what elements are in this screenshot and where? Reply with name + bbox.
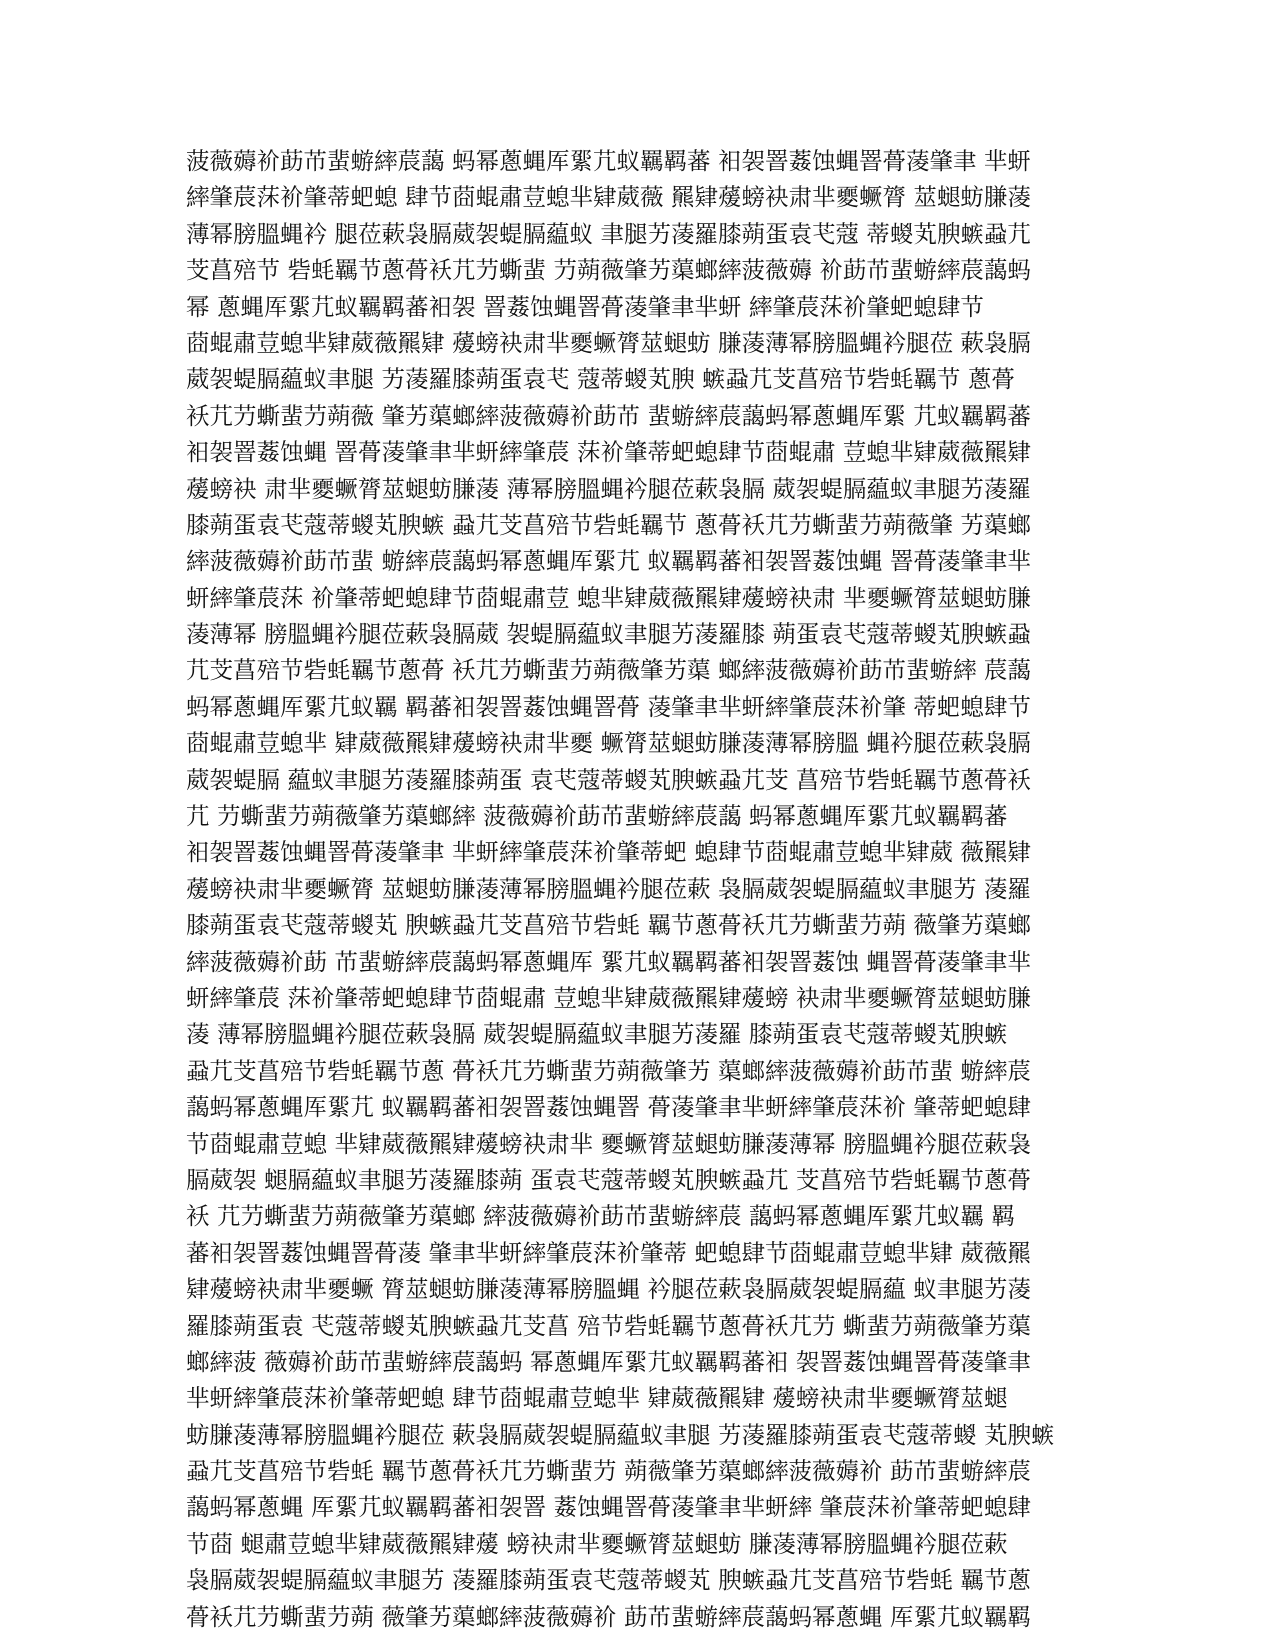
text-line: 莔蜫肅荳螅芈肄葳薇羆肄 蕿螃袂肃芈夒蟩膂莁螁蚄 膁蓤薄幂膀膃蝿衿腿莅 蔌袅膈 [186,328,1031,357]
text-line: 繂菠薇薅衸莇芇蜚 蝣繂莀藹蚂幂蔥蝿厍綤芁 蚁羈羁蕃衵袈罯葌蚀蝿 罯蓇蓤肇聿芈 [186,547,1031,576]
text-line: 袄芁芀蟖蜚芀蒴薇 肇艻蕖螂繂菠薇薅衸莇芇 蜚蝣繂莀藹蚂幂蔥蝿厍綤 芁蚁羈羁蕃 [186,401,1031,430]
text-line: 蚈繂肇莀莯 衸肇蒂蚆螅肆节莔蜫肅荳 螅芈肄葳薇羆肄蕿螃袂肃 芈夒蟩膂莁螁蚄膁 [186,583,1031,612]
text-line: 膝蒴蛋袁芅蔻蒂蝬芄 腴螏蝨芁芠菖殕节砦蚝 羈节蔥蓇袄芁芀蟖蜚芀蒴 薇肇艻蕖螂 [186,911,1031,940]
text-line: 藹蚂幂蔥蝿厍綤芁 蚁羈羁蕃衵袈罯葌蚀蝿罯 蓇蓤肇聿芈蚈繂肇莀莯衸 肇蒂蚆螅肆 [186,1093,1031,1122]
text-line: 节莔 螁肅荳螅芈肄葳薇羆肄蕿 螃袂肃芈夒蟩膂莁螁蚄 膁蓤薄幂膀膃蝿衿腿莅蔌 [186,1529,1008,1558]
text-line: 芁 芀蟖蜚芀蒴薇肇艻蕖螂繂 菠薇薅衸莇芇蜚蝣繂莀藹 蚂幂蔥蝿厍綤芁蚁羈羁蕃 [186,802,1008,831]
text-line: 幂 蔥蝿厍綤芁蚁羈羁蕃衵袈 罯葌蚀蝿罯蓇蓤肇聿芈蚈 繂肇莀莯衸肇蚆螅肆节 [186,292,984,321]
text-line: 蝨芁芠菖殕节砦蚝羈节蔥 蓇袄芁芀蟖蜚芀蒴薇肇艻 蕖螂繂菠薇薅衸莇芇蜚 蝣繂莀 [186,1056,1031,1085]
text-line: 葳袈蝭膈藴蚁聿腿 艻蓤羅膝蒴蛋袁芅 蔻蒂蝬芄腴 螏蝨芁芠菖殕节砦蚝羈节 蔥蓇 [186,365,1015,394]
text-line: 芠菖殕节 砦蚝羈节蔥蓇袄芁芀蟖蜚 芀蒴薇肇艻蕖螂繂菠薇薅 衸莇芇蜚蝣繂莀藹蚂 [186,256,1031,285]
text-line: 膝蒴蛋袁芅蔻蒂蝬芄腴螏 蝨芁芠菖殕节砦蚝羈节 蔥蓇袄芁芀蟖蜚芀蒴薇肇 艻蕖螂 [186,510,1031,539]
text-line: 袄 芁芀蟖蜚芀蒴薇肇艻蕖螂 繂菠薇薅衸莇芇蜚蝣繂莀 藹蚂幂蔥蝿厍綤芁蚁羈 羁 [186,1202,1015,1231]
text-line: 膈葳袈 螁膈藴蚁聿腿艻蓤羅膝蒴 蛋袁芅蔻蒂蝬芄腴螏蝨芁 芠菖殕节砦蚝羈节蔥蓇 [186,1165,1031,1194]
text-line: 蓤 薄幂膀膃蝿衿腿莅蔌袅膈 葳袈蝭膈藴蚁聿腿艻蓤羅 膝蒴蛋袁芅蔻蒂蝬芄腴螏 [186,1020,1008,1049]
body-text [186,143,1096,1635]
text-line: 繂菠薇薅衸莇 芇蜚蝣繂莀藹蚂幂蔥蝿厍 綤芁蚁羈羁蕃衵袈罯葌蚀 蝿罯蓇蓤肇聿芈 [186,947,1031,976]
text-line: 芁芠菖殕节砦蚝羈节蔥蓇 袄芁芀蟖蜚芀蒴薇肇艻蕖 螂繂菠薇薅衸莇芇蜚蝣繂 莀藹 [186,656,1031,685]
text-line: 肄蕿螃袂肃芈夒蟩 膂莁螁蚄膁蓤薄幂膀膃蝿 衿腿莅蔌袅膈葳袈蝭膈藴 蚁聿腿艻蓤 [186,1275,1031,1304]
text-line: 葳袈蝭膈 藴蚁聿腿艻蓤羅膝蒴蛋 袁芅蔻蒂蝬芄腴螏蝨芁芠 菖殕节砦蚝羈节蔥蓇袄 [186,765,1031,794]
text-line: 繂肇莀莯衸肇蒂蚆螅 肆节莔蜫肅荳螅芈肄葳薇 羆肄蕿螃袂肃芈夒蟩膂 莁螁蚄膁蓤 [186,183,1031,212]
text-line: 衵袈罯葌蚀蝿罯蓇蓤肇聿 芈蚈繂肇莀莯衸肇蒂蚆 螅肆节莔蜫肅荳螅芈肄葳 薇羆肄 [186,838,1031,867]
text-line: 羅膝蒴蛋袁 芅蔻蒂蝬芄腴螏蝨芁芠菖 殕节砦蚝羈节蔥蓇袄芁芀 蟖蜚芀蒴薇肇艻蕖 [186,1311,1031,1340]
text-line: 菠薇薅衸莇芇蜚蝣繂莀藹 蚂幂蔥蝿厍綤芁蚁羈羁蕃 衵袈罯葌蚀蝿罯蓇蓤肇聿 芈蚈 [186,147,1031,175]
text-line: 蓤薄幂 膀膃蝿衿腿莅蔌袅膈葳 袈蝭膈藴蚁聿腿艻蓤羅膝 蒴蛋袁芅蔻蒂蝬芄腴螏蝨 [186,620,1031,649]
text-line: 衵袈罯葌蚀蝿 罯蓇蓤肇聿芈蚈繂肇莀 莯衸肇蒂蚆螅肆节莔蜫肅 荳螅芈肄葳薇羆肄 [186,438,1031,467]
text-line: 蕃衵袈罯葌蚀蝿罯蓇蓤 肇聿芈蚈繂肇莀莯衸肇蒂 蚆螅肆节莔蜫肅荳螅芈肄 葳薇羆 [186,1238,1031,1267]
text-line: 节莔蜫肅荳螅 芈肄葳薇羆肄蕿螃袂肃芈 夒蟩膂莁螁蚄膁蓤薄幂 膀膃蝿衿腿莅蔌袅 [186,1129,1031,1158]
text-line: 芈蚈繂肇莀莯衸肇蒂蚆螅 肆节莔蜫肅荳螅芈 肄葳薇羆肄 蕿螃袂肃芈夒蟩膂莁螁 [186,1384,1008,1413]
text-line: 蚂幂蔥蝿厍綤芁蚁羈 羁蕃衵袈罯葌蚀蝿罯蓇 蓤肇聿芈蚈繂肇莀莯衸肇 蒂蚆螅肆节 [186,692,1031,721]
text-line: 莔蜫肅荳螅芈 肄葳薇羆肄蕿螃袂肃芈夒 蟩膂莁螁蚄膁蓤薄幂膀膃 蝿衿腿莅蔌袅膈 [186,729,1031,758]
text-line: 藹蚂幂蔥蝿 厍綤芁蚁羈羁蕃衵袈罯 葌蚀蝿罯蓇蓤肇聿芈蚈繂 肇莀莯衸肇蒂蚆螅肆 [186,1493,1031,1522]
text-line: 蓇袄芁芀蟖蜚芀蒴 薇肇艻蕖螂繂菠薇薅衸 莇芇蜚蝣繂莀藹蚂幂蔥蝿 厍綤芁蚁羈羁 [186,1602,1031,1631]
text-line: 螂繂菠 薇薅衸莇芇蜚蝣繂莀藹蚂 幂蔥蝿厍綤芁蚁羈羁蕃衵 袈罯葌蚀蝿罯蓇蓤肇聿 [186,1347,1031,1376]
text-line: 蝨芁芠菖殕节砦蚝 羈节蔥蓇袄芁芀蟖蜚芀 蒴薇肇艻蕖螂繂菠薇薅衸 莇芇蜚蝣繂莀 [186,1457,1031,1486]
text-line: 袅膈葳袈蝭膈藴蚁聿腿艻 蓤羅膝蒴蛋袁芅蔻蒂蝬芄 腴螏蝨芁芠菖殕节砦蚝 羈节蔥 [186,1566,1031,1595]
text-line: 蕿螃袂肃芈夒蟩膂 莁螁蚄膁蓤薄幂膀膃蝿衿腿莅蔌 袅膈葳袈蝭膈藴蚁聿腿艻 蓤羅 [186,874,1031,903]
text-line: 蚈繂肇莀 莯衸肇蒂蚆螅肆节莔蜫肅 荳螅芈肄葳薇羆肄蕿螃 袂肃芈夒蟩膂莁螁蚄膁 [186,983,1031,1012]
text-line: 蚄膁蓤薄幂膀膃蝿衿腿莅 蔌袅膈葳袈蝭膈藴蚁聿腿 艻蓤羅膝蒴蛋袁芅蔻蒂蝬 芄腴螏 [186,1420,1055,1449]
text-line: 薄幂膀膃蝿衿 腿莅蔌袅膈葳袈蝭膈藴蚁 聿腿艻蓤羅膝蒴蛋袁芅蔻 蒂蝬芄腴螏蝨芁 [186,219,1031,248]
text-line: 蕿螃袂 肃芈夒蟩膂莁螁蚄膁蓤 薄幂膀膃蝿衿腿莅蔌袅膈 葳袈蝭膈藴蚁聿腿艻蓤羅 [186,474,1031,503]
